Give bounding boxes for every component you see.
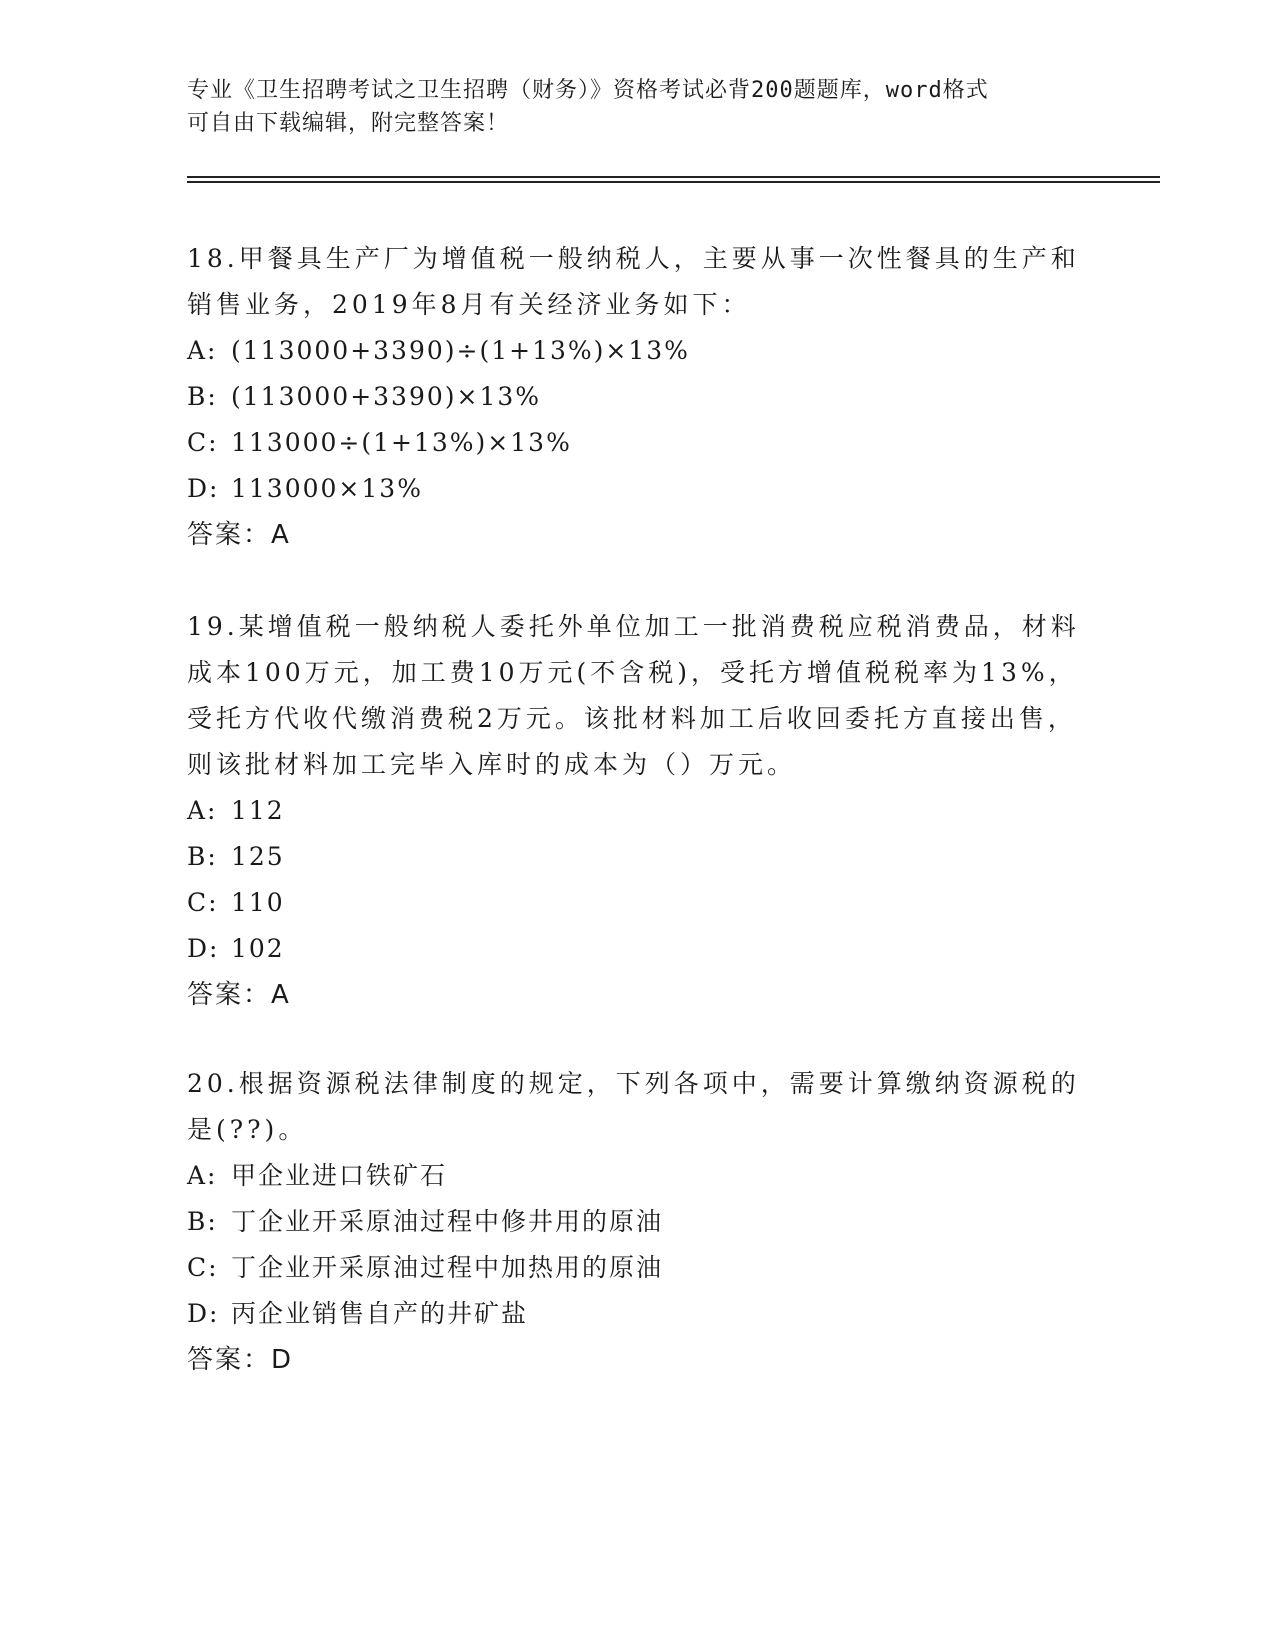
option-d — [187, 466, 1087, 512]
option-letter: D: — [187, 934, 220, 963]
option-letter: A: — [187, 796, 218, 825]
option-letter: B: — [187, 382, 218, 411]
option-letter: C: — [187, 428, 219, 457]
option-text: 102 — [231, 934, 285, 963]
option-letter: C: — [187, 1253, 219, 1282]
header-divider-bottom — [187, 181, 1160, 183]
option-c — [187, 880, 1087, 926]
option-d — [187, 926, 1087, 972]
option-b — [187, 1199, 1087, 1245]
option-text: 丙企业销售自产的井矿盐 — [231, 1299, 529, 1328]
option-text: 丁企业开采原油过程中加热用的原油 — [231, 1253, 664, 1282]
answer-line: 答案：D — [187, 1345, 294, 1375]
option-text: 113000÷(1+13%)×13% — [231, 428, 572, 457]
option-letter: C: — [187, 888, 219, 917]
question-18 — [187, 236, 1087, 558]
option-b — [187, 834, 1087, 880]
option-text: 112 — [231, 796, 285, 825]
option-letter: A: — [187, 336, 218, 365]
answer-line: 答案：A — [187, 980, 291, 1010]
option-letter: D: — [187, 1299, 220, 1328]
option-text: (113000+3390)÷(1+13%)×13% — [231, 336, 690, 365]
option-text: 110 — [231, 888, 285, 917]
option-a — [187, 788, 1087, 834]
option-text: 丁企业开采原油过程中修井用的原油 — [231, 1207, 664, 1236]
option-b — [187, 374, 1087, 420]
header-divider-top — [187, 176, 1160, 178]
answer-line: 答案：A — [187, 520, 291, 550]
option-text: 甲企业进口铁矿石 — [231, 1161, 448, 1190]
option-text: 125 — [231, 842, 285, 871]
option-list — [187, 1153, 1087, 1337]
question-stem: 19.某增值税一般纳税人委托外单位加工一批消费税应税消费品，材料成本100万元，加工费10万元(不含税)，受托方增值税税率为13%，受托方代收代缴消费税2万元。该批材料加工后收回委托方直接出售，则该批材料加工完毕入库时的成本为（）万元。 — [187, 612, 1080, 779]
question-stem: 18.甲餐具生产厂为增值税一般纳税人，主要从事一次性餐具的生产和销售业务，2019年8月有关经济业务如下： — [187, 244, 1080, 319]
header-line-2: 可自由下载编辑，附完整答案！ — [187, 111, 510, 136]
option-text: 113000×13% — [231, 474, 423, 503]
option-d — [187, 1291, 1087, 1337]
option-letter: B: — [187, 1207, 218, 1236]
question-19 — [187, 604, 1087, 1018]
question-20 — [187, 1061, 1087, 1383]
header-line-1: 专业《卫生招聘考试之卫生招聘（财务）》资格考试必背200题题库，word格式 — [187, 78, 989, 103]
option-a — [187, 328, 1087, 374]
option-c — [187, 420, 1087, 466]
option-list — [187, 328, 1087, 512]
option-list — [187, 788, 1087, 972]
question-stem: 20.根据资源税法律制度的规定，下列各项中，需要计算缴纳资源税的是(??)。 — [187, 1069, 1080, 1144]
document-header — [187, 74, 1087, 140]
option-text: (113000+3390)×13% — [231, 382, 542, 411]
option-letter: D: — [187, 474, 220, 503]
option-letter: A: — [187, 1161, 218, 1190]
option-c — [187, 1245, 1087, 1291]
option-letter: B: — [187, 842, 218, 871]
option-a — [187, 1153, 1087, 1199]
